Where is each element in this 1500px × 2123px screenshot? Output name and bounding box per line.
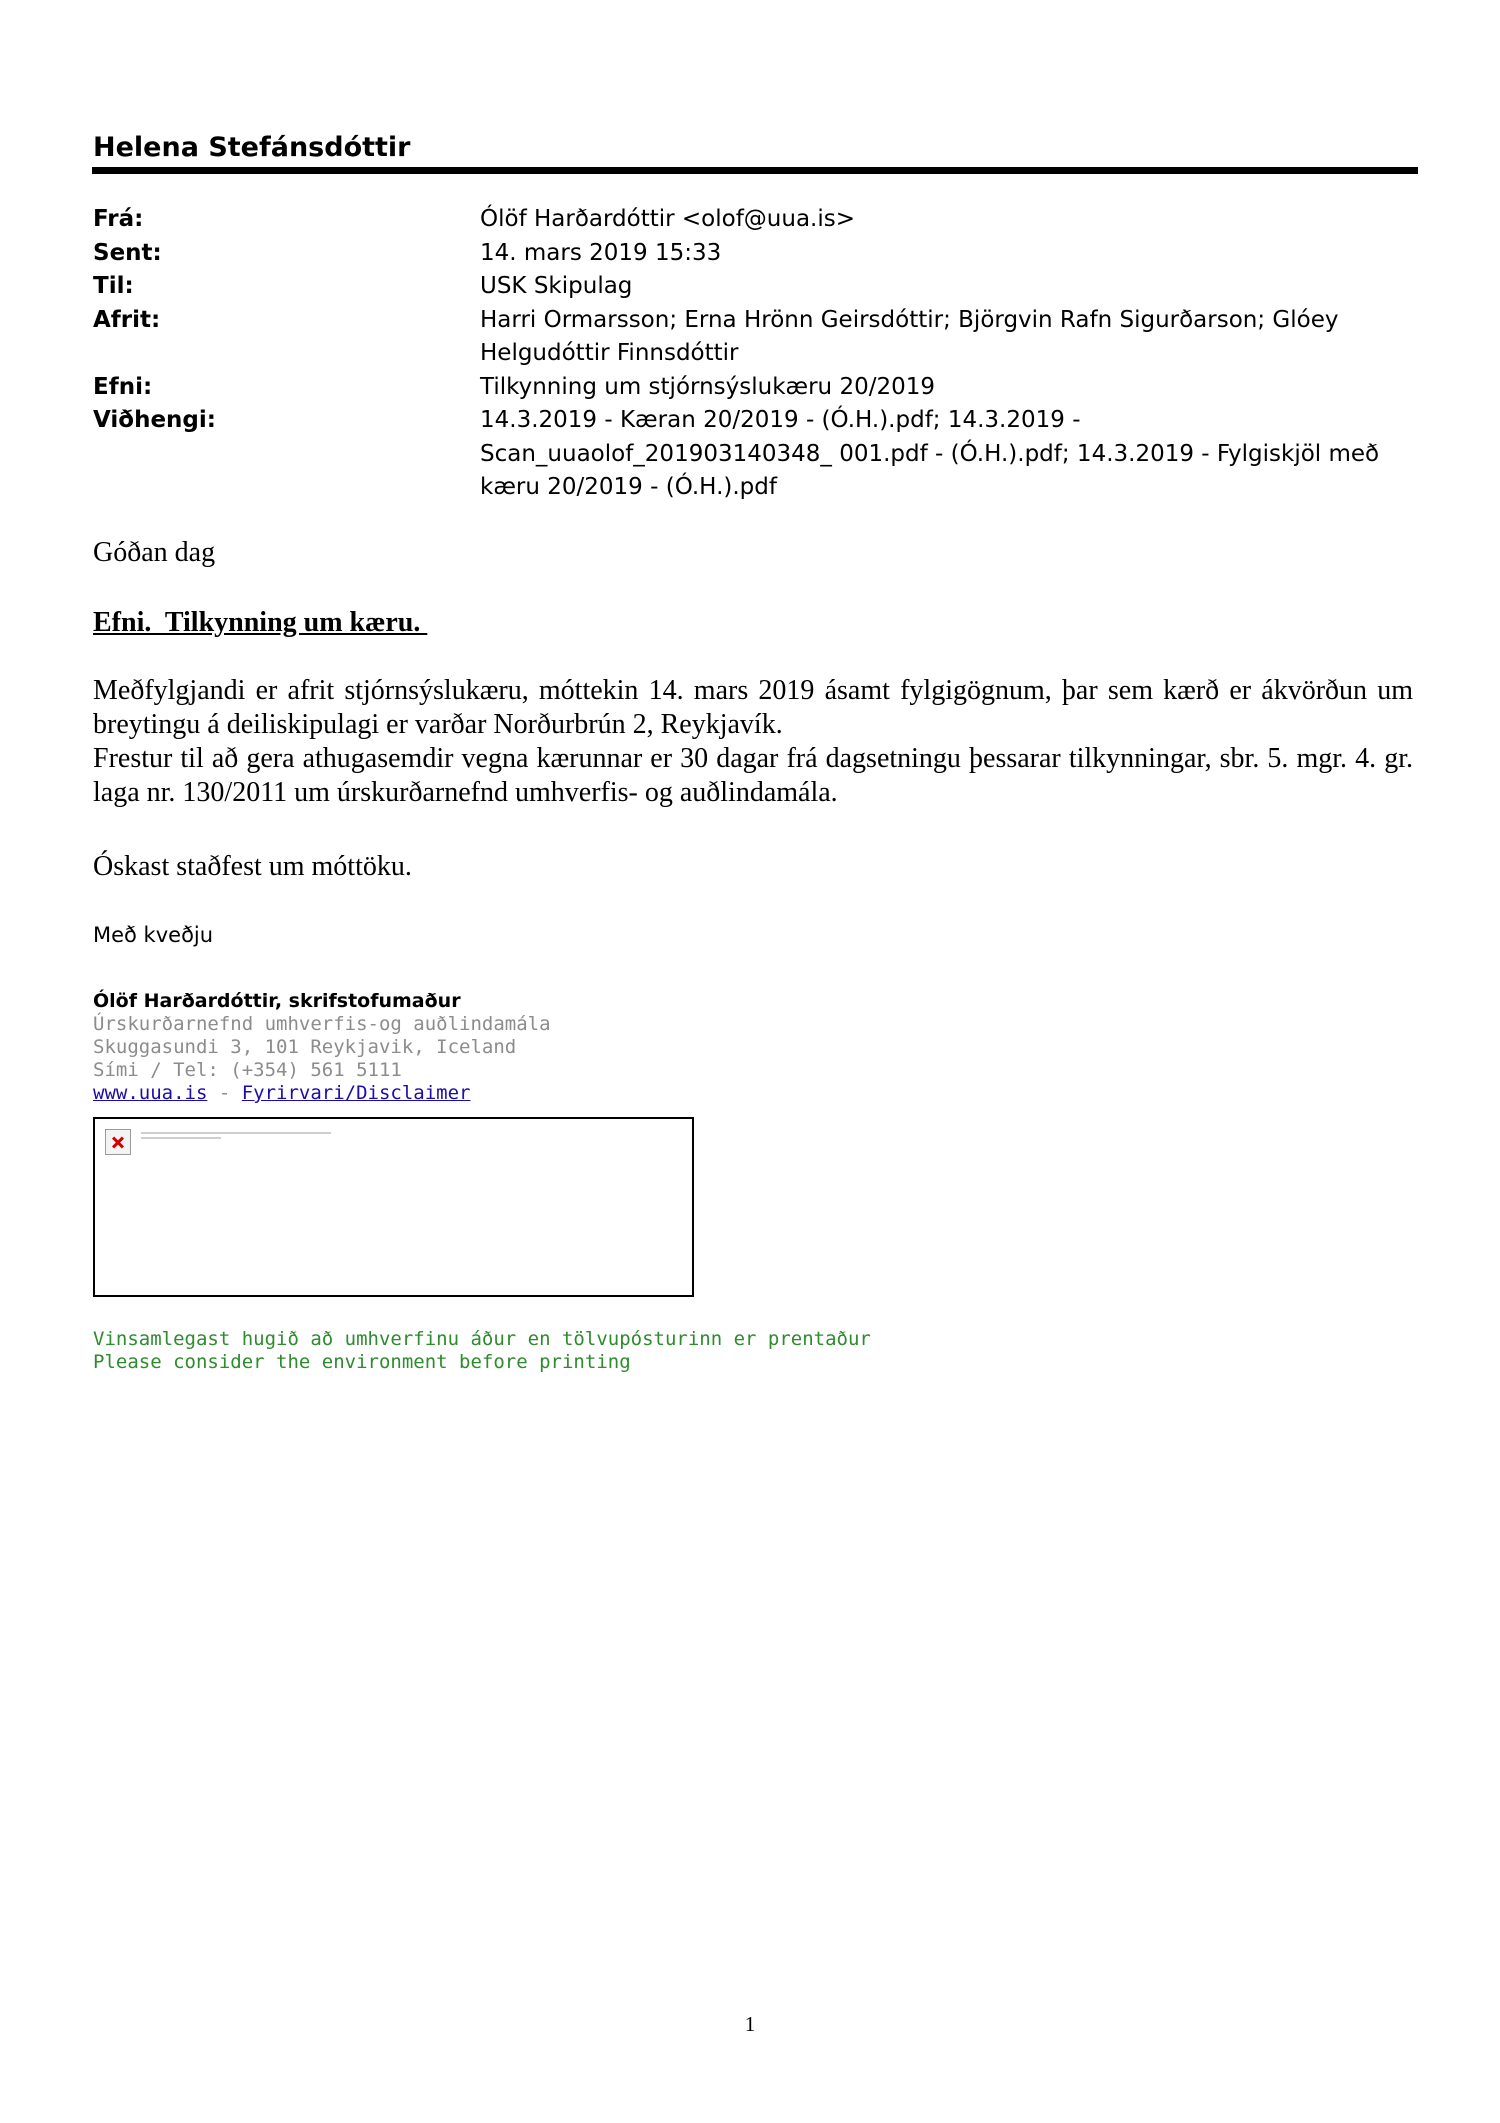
signature-phone: Sími / Tel: (+354) 561 5111 bbox=[93, 1059, 402, 1081]
broken-image-icon bbox=[105, 1129, 131, 1155]
broken-image-frame bbox=[93, 1117, 694, 1297]
page-number: 1 bbox=[744, 2012, 756, 2036]
header-label: Afrit: bbox=[93, 306, 161, 333]
header-value: 14.3.2019 - Kæran 20/2019 - (Ó.H.).pdf; 14.3.2019 - Scan_uuaolof_201903140348_ 001.pdf - (Ó.H.).pdf; 14.3.2019 - Fylgiskjöl með kæru 20/2019 - (Ó.H.).pdf bbox=[480, 407, 1380, 500]
disclaimer-link[interactable]: Fyrirvari/Disclaimer bbox=[241, 1082, 471, 1104]
header-row-subject bbox=[93, 371, 1423, 405]
signature-organization: Úrskurðarnefnd umhverfis-og auðlindamála bbox=[93, 1013, 551, 1035]
title-rule bbox=[92, 167, 1418, 174]
link-separator: - bbox=[207, 1082, 242, 1104]
header-value: USK Skipulag bbox=[480, 273, 633, 299]
header-value: Ólöf Harðardóttir <olof@uua.is> bbox=[480, 206, 856, 232]
closing: Með kveðju bbox=[93, 923, 214, 947]
header-row-attachments bbox=[93, 404, 1423, 505]
recipient-name: Helena Stefánsdóttir bbox=[93, 132, 411, 163]
body-paragraph: Frestur til að gera athugasemdir vegna kærunnar er 30 dagar frá dagsetningu þessarar tilkynningar, sbr. 5. mgr. 4. gr. laga nr. 130/2011 um úrskurðarnefnd umhverfis- og auðlindamála. bbox=[93, 743, 1413, 808]
greeting: Góðan dag bbox=[93, 537, 216, 568]
header-label: Sent: bbox=[93, 239, 162, 266]
header-row-from bbox=[93, 203, 1423, 237]
header-label: Efni: bbox=[93, 373, 153, 400]
environment-note bbox=[93, 1328, 871, 1374]
header-label: Frá: bbox=[93, 206, 144, 232]
header-value: Harri Ormarsson; Erna Hrönn Geirsdóttir; Björgvin Rafn Sigurðarson; Glóey Helgudóttir Finnsdóttir bbox=[480, 306, 1339, 366]
subject-line: Efni. Tilkynning um kæru. bbox=[93, 607, 428, 638]
header-row-sent bbox=[93, 237, 1423, 271]
environment-note-en: Please consider the environment before printing bbox=[93, 1351, 631, 1373]
signature-block bbox=[93, 990, 551, 1105]
header-label: Viðhengi: bbox=[93, 407, 216, 433]
signature-address: Skuggasundi 3, 101 Reykjavik, Iceland bbox=[93, 1036, 517, 1058]
placeholder-text-line bbox=[141, 1137, 221, 1139]
email-header bbox=[93, 203, 1423, 505]
signature-name: Ólöf Harðardóttir, skrifstofumaður bbox=[93, 990, 461, 1012]
header-label: Til: bbox=[93, 273, 134, 299]
placeholder-text-line bbox=[141, 1132, 331, 1134]
environment-note-is: Vinsamlegast hugið að umhverfinu áður en tölvupósturinn er prentaður bbox=[93, 1328, 871, 1350]
signature-links bbox=[93, 1082, 551, 1105]
body-paragraph: Meðfylgjandi er afrit stjórnsýslukæru, móttekin 14. mars 2019 ásamt fylgigögnum, þar sem kærð er ákvörðun um breytingu á deiliskipulagi er varðar Norðurbrún 2, Reykjavík. bbox=[93, 675, 1413, 740]
header-row-cc bbox=[93, 304, 1423, 371]
header-row-to bbox=[93, 270, 1423, 304]
header-value: Tilkynning um stjórnsýslukæru 20/2019 bbox=[480, 373, 935, 400]
website-link[interactable]: www.uua.is bbox=[93, 1082, 208, 1104]
message-body bbox=[93, 674, 1413, 810]
confirmation-request: Óskast staðfest um móttöku. bbox=[93, 851, 412, 882]
header-value: 14. mars 2019 15:33 bbox=[480, 239, 722, 266]
